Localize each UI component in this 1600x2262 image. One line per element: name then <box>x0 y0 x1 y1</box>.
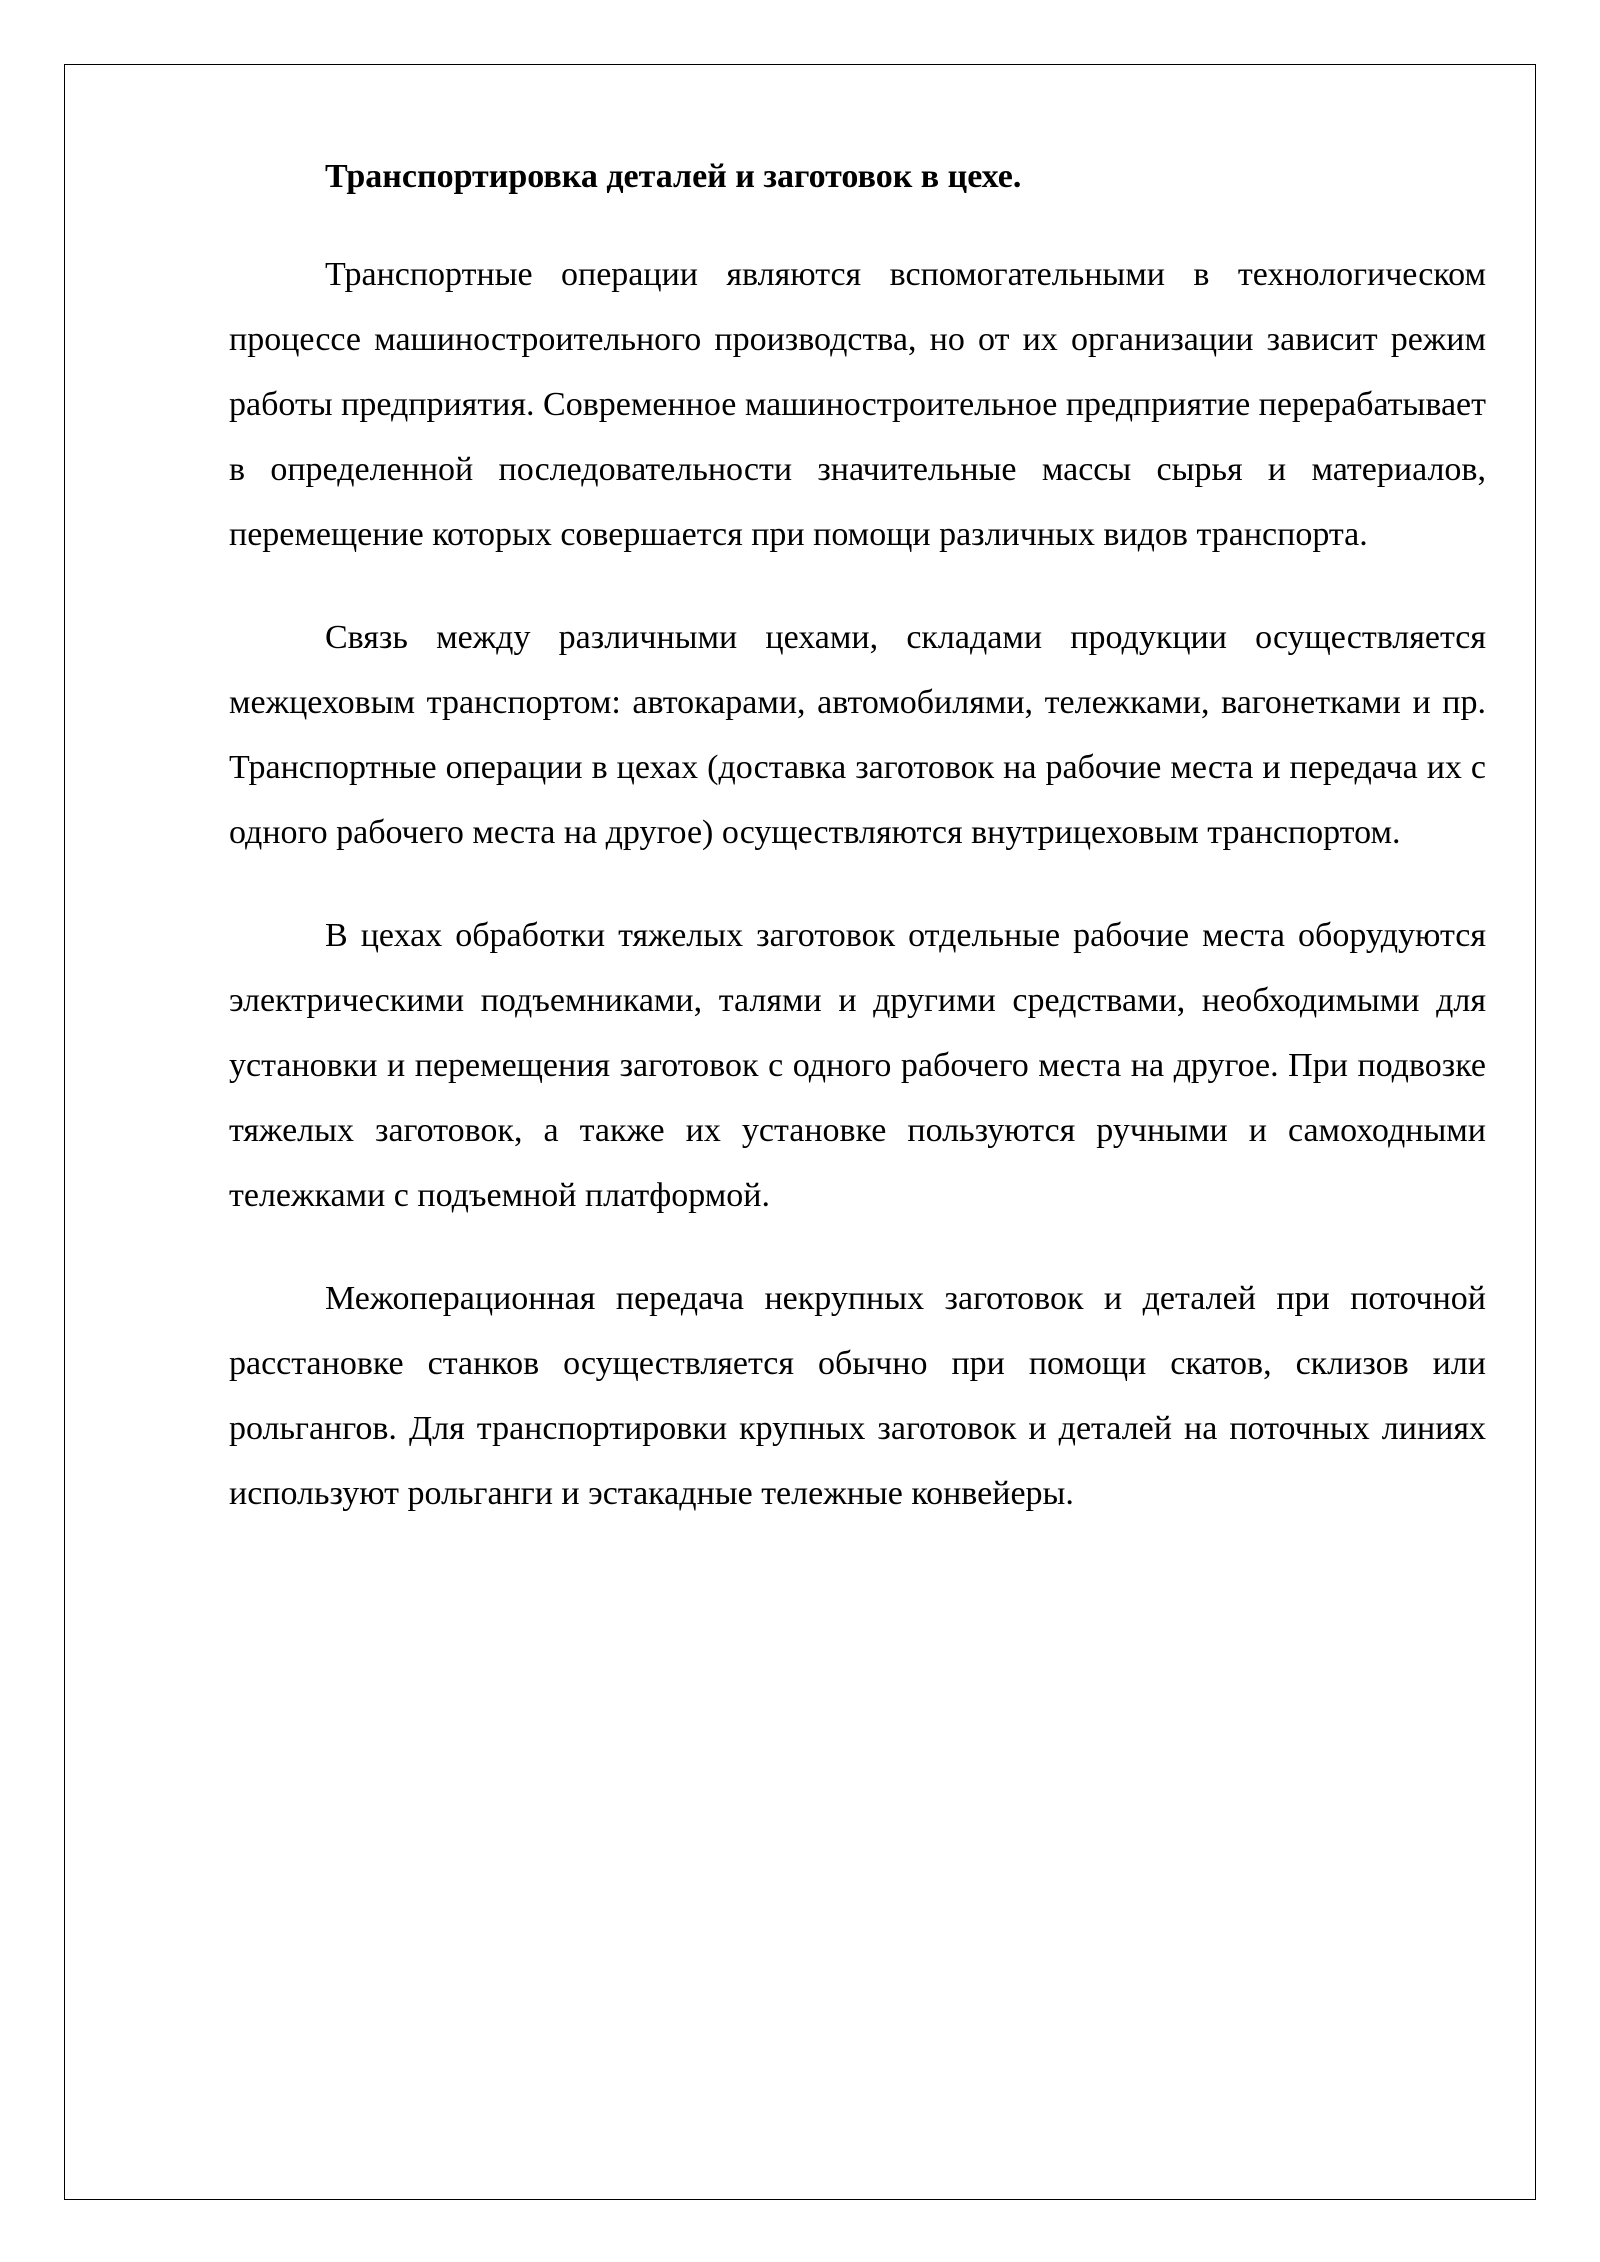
paragraph-4: Межоперационная передача некрупных заготовок и деталей при поточной расстановке станков осуществляется обычно при помощи скатов, склизов или рольгангов. Для транспортировки крупных заготовок и деталей на поточных линиях используют рольганги и эстакадные тележные конвейеры. <box>229 1280 1486 1512</box>
document-title: Транспортировка деталей и заготовок в цехе. <box>325 158 1022 195</box>
paragraph-3: В цехах обработки тяжелых заготовок отдельные рабочие места оборудуются электрическими подъемниками, талями и другими средствами, необходимыми для установки и перемещения заготовок с одного рабочего места на другое. При подвозке тяжелых заготовок, а также их установке пользуются ручными и самоходными тележками с подъемной платформой. <box>229 917 1486 1214</box>
paragraph-1: Транспортные операции являются вспомогательными в технологическом процессе машиностроительного производства, но от их организации зависит режим работы предприятия. Современное машиностроительное предприятие перерабатывает в определенной последовательности значительные массы сырья и материалов, перемещение которых совершается при помощи различных видов транспорта. <box>229 256 1486 553</box>
paragraph-2: Связь между различными цехами, складами продукции осуществляется межцеховым транспортом: автокарами, автомобилями, тележками, вагонетками и пр. Транспортные операции в цехах (доставка заготовок на рабочие места и передача их с одного рабочего места на другое) осуществляются внутрицеховым транспортом. <box>229 619 1486 851</box>
document-body <box>229 150 1486 1564</box>
